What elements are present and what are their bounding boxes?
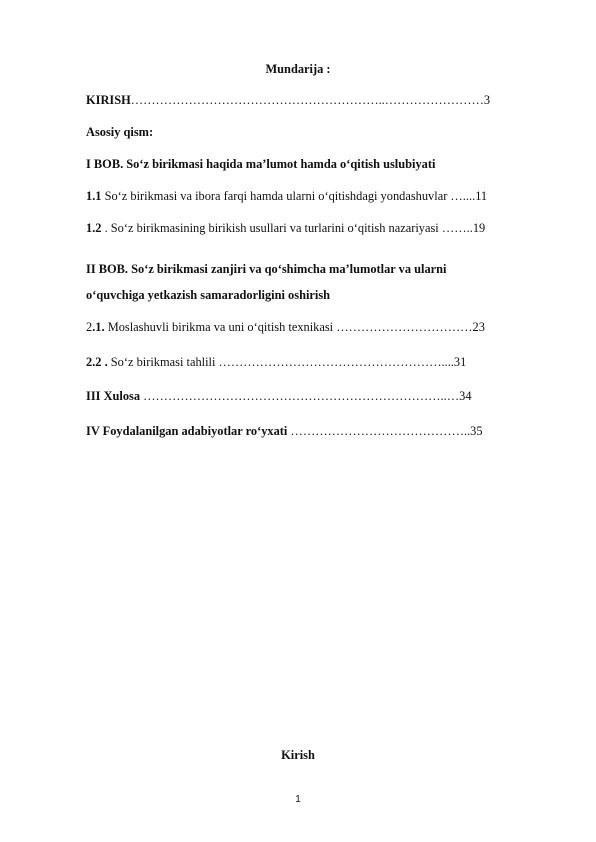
toc-entry-text: So‘z birikmasi tahlili ………………………………………………....31 — [107, 355, 467, 369]
toc-entry-text: . So‘z birikmasining birikish usullari va turlarini o‘qitish nazariyasi ……..19 — [101, 221, 486, 235]
toc-entry-2-2 — [86, 354, 466, 370]
toc-chapter-3 — [86, 388, 472, 404]
toc-entry-leader: ……………………………………..35 — [287, 424, 483, 438]
toc-chapter-2-line-1: II BOB. So‘z birikmasi zanjiri va qo‘shimcha ma’lumotlar va ularni — [86, 262, 447, 276]
toc-entry-number-suffix: .1. — [92, 320, 105, 334]
toc-entry-number: 2 — [86, 320, 93, 334]
toc-entry-label: III Xulosa — [86, 389, 141, 403]
toc-entry-leader: ……………………………………………………..……………………3 — [130, 93, 491, 107]
toc-chapter-1: I BOB. So‘z birikmasi haqida ma’lumot hamda o‘qitish uslubiyati — [86, 157, 436, 171]
toc-section-heading: Asosiy qism: — [86, 125, 154, 139]
toc-entry-label: IV Foydalanilgan adabiyotlar ro‘yxati — [86, 424, 288, 438]
page-number: 1 — [295, 794, 301, 805]
toc-entry-1-2 — [86, 220, 485, 236]
toc-entry-1-1 — [86, 188, 487, 204]
toc-entry-number: 1.2 — [86, 221, 102, 235]
toc-chapter-4 — [86, 423, 483, 439]
toc-entry-kirish — [86, 92, 490, 108]
toc-entry-text: So‘z birikmasi va ibora farqi hamda ularni o‘qitishdagi yondashuvlar …....11 — [101, 189, 488, 203]
toc-entry-number: 2.2 . — [86, 355, 108, 369]
toc-entry-2-1 — [86, 319, 485, 335]
toc-entry-leader: ………………………………………………………………..…34 — [140, 389, 472, 403]
section-heading-kirish: Kirish — [281, 748, 315, 762]
toc-entry-label: KIRISH — [86, 93, 131, 107]
toc-entry-text: Moslashuvli birikma va uni o‘qitish texnikasi ……………………………23 — [104, 320, 485, 334]
toc-entry-number: 1.1 — [86, 189, 102, 203]
toc-chapter-2-line-2: o‘quvchiga yetkazish samaradorligini oshirish — [86, 288, 331, 302]
page-title: Mundarija : — [265, 62, 331, 76]
